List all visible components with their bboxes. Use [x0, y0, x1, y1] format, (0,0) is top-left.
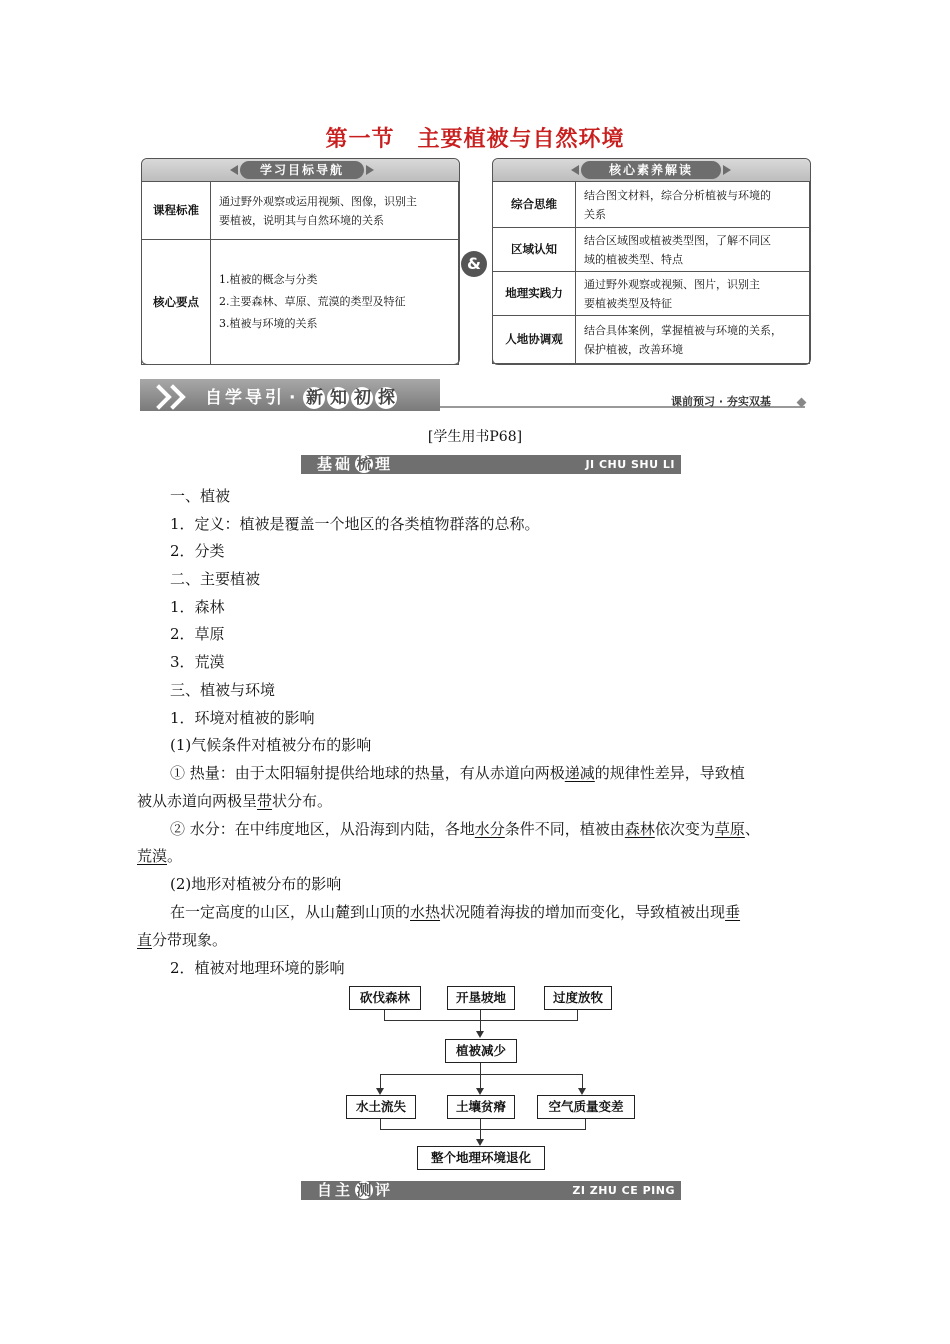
- section-bar-basics: [301, 455, 681, 474]
- arrow-down-icon: [476, 1088, 484, 1095]
- answer-blank: 水分: [474, 820, 505, 838]
- panel-header-title: 核心素养解读: [581, 161, 721, 179]
- banner-char: 知: [327, 387, 349, 409]
- text: ① 热量：由于太阳辐射提供给地球的热量，有从赤道向两极: [170, 764, 565, 782]
- flow-connector: [380, 1119, 381, 1129]
- text: 条件不同，植被由: [504, 820, 625, 838]
- banner-subtitle: 课前预习 · 夯实双基: [671, 395, 771, 408]
- text: 的规律性差异，导致植: [594, 764, 745, 782]
- paragraph: (2)地形对植被分布的影响: [170, 875, 342, 893]
- arrow-down-icon: [476, 1139, 484, 1146]
- arrow-left-icon: [571, 165, 579, 175]
- banner-char: 新: [303, 387, 325, 409]
- arrow-left-icon: [230, 165, 238, 175]
- paragraph: 1．森林: [170, 598, 225, 616]
- text: 、: [744, 820, 760, 838]
- arrow-right-icon: [723, 165, 731, 175]
- heading: 一、植被: [170, 487, 231, 505]
- paragraph: 1．定义：植被是覆盖一个地区的各类植物群落的总称。: [170, 515, 540, 533]
- learning-goals-table: [141, 181, 459, 365]
- flow-connector: [380, 1129, 586, 1130]
- section-title-part: 理: [375, 455, 394, 473]
- row-value: [211, 240, 459, 365]
- flow-connector: [582, 1074, 583, 1088]
- paragraph-terrain-cont: [137, 930, 227, 950]
- row-key: 课程标准: [142, 182, 211, 240]
- arrow-down-icon: [578, 1088, 586, 1095]
- paragraph: 2．草原: [170, 625, 225, 643]
- arrow-right-icon: [366, 165, 374, 175]
- value-line: 结合区域图或植被类型图，了解不同区: [584, 233, 771, 247]
- text: ② 水分：在中纬度地区，从沿海到内陆，各地: [170, 820, 475, 838]
- flow-connector: [384, 1010, 385, 1020]
- flow-box-soil-infertility: 土壤贫瘠: [447, 1095, 515, 1119]
- paragraph: (1)气候条件对植被分布的影响: [170, 736, 372, 754]
- row-key: 区域认知: [493, 228, 576, 272]
- flow-box-air-quality: 空气质量变差: [537, 1095, 635, 1119]
- value-line: 结合具体案例，掌握植被与环境的关系，: [584, 323, 782, 337]
- answer-blank: 递减: [564, 764, 595, 782]
- text: 在一定高度的山区，从山麓到山顶的: [170, 903, 411, 921]
- panel-header-title: 学习目标导航: [240, 161, 364, 179]
- ampersand-icon: &: [461, 251, 487, 277]
- page-title: 第一节 主要植被与自然环境: [325, 126, 625, 152]
- row-value: [211, 182, 459, 240]
- paragraph: 2．分类: [170, 542, 225, 560]
- heading: 三、植被与环境: [170, 681, 276, 699]
- flow-connector: [480, 1119, 481, 1129]
- value-line: 通过野外观察或运用视频、图像，识别主: [219, 194, 417, 208]
- value-line: 域的植被类型、特点: [584, 252, 683, 266]
- banner-char: 初: [351, 387, 373, 409]
- section-title: [317, 455, 393, 474]
- row-value: [576, 228, 810, 272]
- flow-box-vegetation-loss: 植被减少: [445, 1039, 517, 1063]
- text: 依次变为: [654, 820, 715, 838]
- panel-header: [493, 159, 810, 181]
- section-title-char: 梳: [356, 455, 372, 473]
- flow-box-environment-degradation: 整个地理环境退化: [417, 1146, 545, 1170]
- section-pinyin: ZI ZHU CE PING: [572, 1184, 675, 1197]
- value-line: 要植被，说明其与自然环境的关系: [219, 213, 384, 227]
- text: 状况随着海拔的增加而变化，导致植被出现: [440, 903, 726, 921]
- row-key: 核心要点: [142, 240, 211, 365]
- section-bar-self-test: [301, 1181, 681, 1200]
- row-value: [576, 316, 810, 364]
- core-literacy-panel: [492, 158, 811, 365]
- value-line: 结合图文材料，综合分析植被与环境的: [584, 188, 771, 202]
- value-line: 2.主要森林、草原、荒漠的类型及特征: [219, 295, 406, 308]
- flow-connector: [480, 1074, 481, 1088]
- section-title-part: 自主: [317, 1181, 354, 1199]
- flow-connector: [480, 1129, 481, 1139]
- banner-title-part: 自学导引: [205, 388, 285, 408]
- text: 。: [167, 847, 183, 865]
- flow-box-soil-erosion: 水土流失: [346, 1095, 416, 1119]
- text: 被从赤道向两极呈: [137, 792, 258, 810]
- paragraph-water: [170, 819, 760, 839]
- banner-title: [205, 383, 398, 409]
- flow-connector: [380, 1074, 381, 1088]
- row-key: 综合思维: [493, 182, 576, 228]
- textbook-reference: [学生用书P68]: [427, 429, 523, 445]
- flow-connector: [480, 1010, 481, 1020]
- arrow-down-icon: [476, 1031, 484, 1038]
- paragraph-terrain: [170, 902, 740, 922]
- value-line: 要植被类型及特征: [584, 296, 672, 310]
- row-value: [576, 272, 810, 316]
- row-value: [576, 182, 810, 228]
- section-title: [317, 1181, 393, 1200]
- flow-box-land-reclamation: 开垦坡地: [447, 986, 515, 1010]
- flow-connector: [577, 1010, 578, 1020]
- core-literacy-table: [492, 181, 810, 364]
- paragraph-water-cont: [137, 846, 182, 866]
- text: 状分布。: [272, 792, 333, 810]
- flow-connector: [384, 1020, 578, 1021]
- value-line: 3.植被与环境的关系: [219, 317, 318, 330]
- paragraph-heat-cont: [137, 791, 332, 811]
- text: 分带现象。: [152, 931, 228, 949]
- row-key: 人地协调观: [493, 316, 576, 364]
- learning-goals-panel: [141, 158, 460, 365]
- value-line: 关系: [584, 207, 606, 221]
- flow-box-overgrazing: 过度放牧: [544, 986, 612, 1010]
- value-line: 1.植被的概念与分类: [219, 273, 318, 286]
- answer-blank: 垂: [725, 903, 741, 921]
- paragraph: 3．荒漠: [170, 653, 225, 671]
- answer-blank: 直: [137, 931, 153, 949]
- flow-connector: [585, 1119, 586, 1129]
- flow-box-deforestation: 砍伐森林: [349, 986, 421, 1010]
- section-title-part: 评: [375, 1181, 394, 1199]
- answer-blank: 草原: [714, 820, 745, 838]
- answer-blank: 水热: [410, 903, 441, 921]
- flow-connector: [380, 1074, 582, 1075]
- banner-char: 探: [375, 387, 397, 409]
- section-title-part: 基础: [317, 455, 354, 473]
- flow-connector: [480, 1063, 481, 1074]
- answer-blank: 森林: [624, 820, 655, 838]
- section-title-char: 测: [356, 1181, 372, 1199]
- row-key: 地理实践力: [493, 272, 576, 316]
- section-pinyin: JI CHU SHU LI: [585, 458, 675, 471]
- paragraph: 2．植被对地理环境的影响: [170, 959, 345, 977]
- paragraph: 1．环境对植被的影响: [170, 709, 315, 727]
- arrow-down-icon: [376, 1088, 384, 1095]
- paragraph-heat: [170, 763, 745, 783]
- banner-dot: ·: [289, 388, 299, 408]
- value-line: 通过野外观察或视频、图片，识别主: [584, 277, 760, 291]
- flow-connector: [480, 1020, 481, 1031]
- heading: 二、主要植被: [170, 570, 261, 588]
- answer-blank: 带: [257, 792, 273, 810]
- answer-blank: 荒漠: [137, 847, 168, 865]
- value-line: 保护植被，改善环境: [584, 342, 683, 356]
- chevron-right-icon: [160, 384, 185, 409]
- panel-header: [142, 159, 459, 181]
